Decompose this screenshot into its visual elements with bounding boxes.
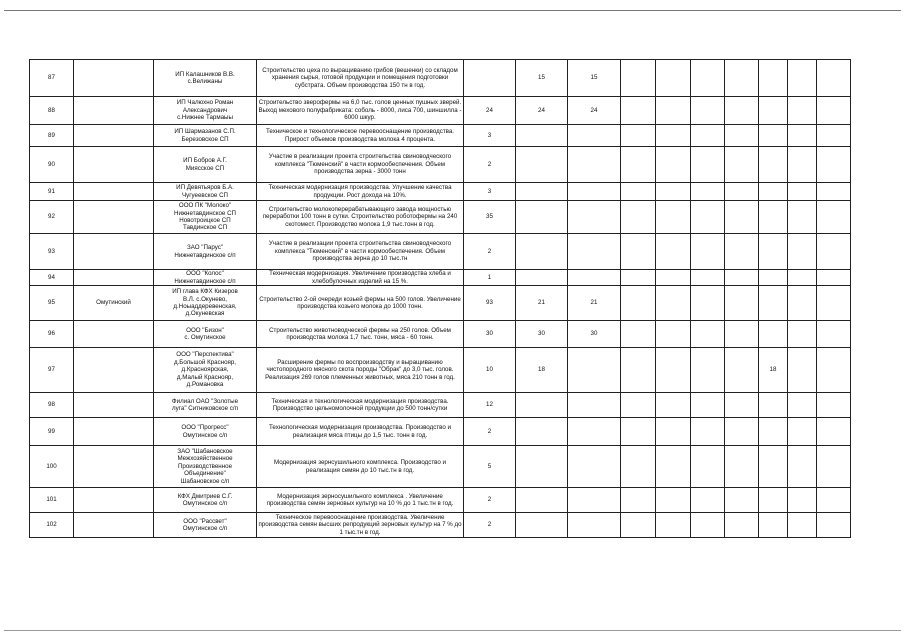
project-description-cell: Модернизация зернсушильного комплекса. Производство и реализация семян до 10 тыс.тн в год. [257, 446, 464, 488]
organization-cell: ИП Бобров А.Г. Миясское СП [154, 147, 257, 183]
value-cell [788, 446, 817, 488]
value-cell [817, 418, 851, 446]
value-cell [568, 147, 621, 183]
value-cell [568, 270, 621, 286]
value-cell [691, 183, 725, 201]
organization-cell: ИП Калашников В.В. с.Велижаны [154, 60, 257, 97]
value-cell [621, 393, 656, 418]
value-cell [817, 393, 851, 418]
project-description-cell: Строительство молокоперерабатывающего завода мощностью переработки 100 тонн в сутки. Строительство роботофермы на 240 скотомест. Производство молока 1,9 тыс.тонн в год. [257, 201, 464, 234]
row-number-cell: 90 [30, 147, 74, 183]
value-cell [817, 348, 851, 393]
organization-cell: КФХ Дмитриев С.Г. Омутинское с/п [154, 488, 257, 513]
value-cell [656, 488, 691, 513]
value-cell [817, 183, 851, 201]
bottom-rule [4, 630, 901, 631]
district-cell [74, 513, 154, 538]
value-cell [568, 201, 621, 234]
value-cell [759, 393, 788, 418]
value-cell [788, 348, 817, 393]
row-number-cell: 102 [30, 513, 74, 538]
project-description-cell: Техническая и технологическая модернизация производства. Производство цельномолочной продукции до 500 тонн/сутки [257, 393, 464, 418]
project-description-cell: Техническое перевооснащение производства. Увеличение производства семян высших репродукций зерновых культур на 7 % до 1 тыс.тн в год. [258, 513, 462, 536]
value-cell [656, 125, 691, 147]
value-cell: 24 [568, 97, 621, 125]
value-cell [656, 393, 691, 418]
value-cell: 24 [516, 97, 568, 125]
project-description-cell: Строительство животноводческой фермы на 250 голов. Объем производства молока 1,7 тыс. тонн, мяса - 60 тонн. [257, 321, 464, 348]
value-cell [621, 201, 656, 234]
value-cell [691, 321, 725, 348]
value-cell [656, 201, 691, 234]
value-cell [725, 286, 759, 321]
value-cell: 93 [464, 286, 516, 321]
table-row [30, 125, 851, 147]
district-cell: Омутинский [74, 286, 154, 321]
value-cell [788, 97, 817, 125]
organization-cell: ИП Шармазанов С.П. Березовское СП [154, 125, 257, 147]
value-cell [621, 147, 656, 183]
value-cell [788, 321, 817, 348]
organization-cell: ООО "Прогресс" Омутинское с/п [154, 418, 257, 446]
table-row [30, 321, 851, 348]
table-row [30, 183, 851, 201]
value-cell: 30 [516, 321, 568, 348]
value-cell [656, 147, 691, 183]
value-cell [621, 183, 656, 201]
value-cell: 2 [464, 234, 516, 270]
value-cell [691, 393, 725, 418]
district-cell [74, 147, 154, 183]
value-cell: 2 [464, 513, 516, 538]
value-cell [691, 488, 725, 513]
district-cell [74, 393, 154, 418]
value-cell: 2 [464, 418, 516, 446]
value-cell [568, 513, 621, 538]
value-cell [621, 125, 656, 147]
value-cell [759, 183, 788, 201]
row-number-cell: 95 [30, 286, 74, 321]
value-cell [691, 286, 725, 321]
row-number-cell: 93 [30, 234, 74, 270]
value-cell [759, 147, 788, 183]
value-cell [759, 60, 788, 97]
project-description-cell: Технологическая модернизация производства. Производство и реализация мяса птицы до 1,5 тыс. тонн в год. [257, 418, 464, 446]
district-cell [74, 125, 154, 147]
district-cell [74, 418, 154, 446]
value-cell [725, 513, 759, 538]
value-cell: 15 [516, 60, 568, 97]
value-cell [788, 393, 817, 418]
value-cell [516, 418, 568, 446]
value-cell [656, 60, 691, 97]
row-number-cell: 92 [30, 201, 74, 234]
investment-projects-table [29, 59, 851, 538]
value-cell [656, 446, 691, 488]
value-cell [691, 348, 725, 393]
value-cell [656, 321, 691, 348]
project-description-cell: Техническое и технологическое перевооснащение производства. Прирост объемов производства молока 4 процента. [257, 125, 464, 147]
district-cell [74, 97, 154, 125]
value-cell [725, 125, 759, 147]
value-cell [817, 513, 851, 538]
table-row [30, 60, 851, 97]
district-cell [74, 60, 154, 97]
value-cell [725, 348, 759, 393]
value-cell [621, 234, 656, 270]
organization-cell: ООО "Колос" Нижнетавдинское с/п [154, 270, 257, 286]
row-number-cell: 98 [30, 393, 74, 418]
value-cell [656, 418, 691, 446]
organization-cell: ЗАО "Шабановское Межхозяйственное Производственное Объединение" Шабановское с/п [154, 446, 257, 488]
value-cell [788, 418, 817, 446]
value-cell [516, 393, 568, 418]
organization-cell: Филиал ОАО "Золотые луга" Ситниковское с/п [154, 393, 257, 418]
value-cell: 21 [568, 286, 621, 321]
row-number-cell: 91 [30, 183, 74, 201]
value-cell: 10 [464, 348, 516, 393]
value-cell: 2 [464, 488, 516, 513]
value-cell [725, 270, 759, 286]
organization-cell: ИП Девятьяров Б.А. Чугуеевское СП [154, 183, 257, 201]
district-cell [74, 234, 154, 270]
organization-cell: ООО "Бизон" с. Омутинское [154, 321, 257, 348]
table-row [30, 513, 851, 538]
value-cell [725, 97, 759, 125]
value-cell [691, 60, 725, 97]
project-description-cell: Строительство 2-ой очереди козьей фермы на 500 голов. Увеличение производства козьего молока до 1000 тонн. [257, 286, 464, 321]
value-cell [691, 147, 725, 183]
table-row [30, 234, 851, 270]
value-cell [788, 147, 817, 183]
value-cell [568, 418, 621, 446]
value-cell [725, 488, 759, 513]
value-cell [621, 321, 656, 348]
value-cell [817, 201, 851, 234]
value-cell [817, 147, 851, 183]
value-cell [788, 183, 817, 201]
row-number-cell: 99 [30, 418, 74, 446]
value-cell [516, 201, 568, 234]
value-cell [759, 488, 788, 513]
value-cell [656, 513, 691, 538]
value-cell [817, 488, 851, 513]
value-cell [568, 183, 621, 201]
value-cell [621, 348, 656, 393]
value-cell [621, 488, 656, 513]
district-cell [74, 446, 154, 488]
value-cell [568, 393, 621, 418]
value-cell [788, 488, 817, 513]
value-cell [621, 513, 656, 538]
value-cell: 2 [464, 147, 516, 183]
value-cell [817, 321, 851, 348]
organization-cell: ИП Чалюхно Роман Александрович с.Нижнее Тармаыы [154, 97, 257, 125]
value-cell [817, 60, 851, 97]
project-description-cell: Техническая модернизация производства. Улучшение качества продукции. Рост дохода на 10%. [257, 183, 464, 201]
value-cell [817, 446, 851, 488]
table-row [30, 147, 851, 183]
row-number-cell: 88 [30, 97, 74, 125]
value-cell [788, 234, 817, 270]
value-cell [725, 147, 759, 183]
table-row [30, 418, 851, 446]
value-cell [725, 321, 759, 348]
row-number-cell: 89 [30, 125, 74, 147]
value-cell [759, 125, 788, 147]
project-description-cell: Участие в реализации проекта строительства свиноводческого комплекса "Тюменский" в части кормообеспечения. Объем производства зерна до 10 тыс.тн [257, 234, 464, 270]
table-row [30, 97, 851, 125]
value-cell [656, 97, 691, 125]
value-cell [516, 513, 568, 538]
table-row [30, 201, 851, 234]
value-cell [817, 97, 851, 125]
value-cell [788, 201, 817, 234]
value-cell [759, 513, 788, 538]
value-cell [759, 270, 788, 286]
value-cell [788, 270, 817, 286]
value-cell [568, 348, 621, 393]
value-cell: 24 [464, 97, 516, 125]
row-number-cell: 100 [30, 446, 74, 488]
value-cell: 30 [568, 321, 621, 348]
value-cell [788, 286, 817, 321]
project-description-cell: Техническая модернизация. Увеличение производства хлеба и хлебобулочных изделий на 15 %. [257, 270, 464, 286]
value-cell [691, 446, 725, 488]
value-cell [516, 147, 568, 183]
value-cell [568, 488, 621, 513]
value-cell [621, 286, 656, 321]
value-cell [759, 446, 788, 488]
value-cell: 3 [464, 125, 516, 147]
value-cell [691, 125, 725, 147]
value-cell: 35 [464, 201, 516, 234]
value-cell [725, 201, 759, 234]
value-cell [817, 234, 851, 270]
table-row [30, 348, 851, 393]
value-cell: 30 [464, 321, 516, 348]
value-cell: 5 [464, 446, 516, 488]
value-cell: 12 [464, 393, 516, 418]
value-cell [788, 60, 817, 97]
project-description-cell: Строительство цеха по выращиванию грибов (вешенки) со складом хранения сырья, готовой продукции и помещения подготовки субстрата. Объем производства 150 тн в год. [257, 60, 464, 97]
value-cell [691, 270, 725, 286]
value-cell [725, 234, 759, 270]
district-cell [74, 201, 154, 234]
value-cell [759, 97, 788, 125]
organization-cell: ООО ПК "Молоко" Нижнетавдинское СП Новотроицкое СП Тавдинское СП [154, 201, 257, 234]
value-cell: 1 [464, 270, 516, 286]
value-cell [759, 321, 788, 348]
row-number-cell: 101 [30, 488, 74, 513]
value-cell [656, 286, 691, 321]
row-number-cell: 94 [30, 270, 74, 286]
table-row [30, 286, 851, 321]
organization-cell: ИП глава КФХ Кизеров В.Л. с.Окунево, д.Ноыаддеревенская, д.Окуневская [154, 286, 257, 321]
value-cell [516, 183, 568, 201]
value-cell [656, 270, 691, 286]
value-cell [817, 125, 851, 147]
value-cell: 18 [516, 348, 568, 393]
value-cell [691, 234, 725, 270]
row-number-cell: 96 [30, 321, 74, 348]
value-cell [691, 201, 725, 234]
value-cell [656, 183, 691, 201]
value-cell [725, 60, 759, 97]
table-row [30, 446, 851, 488]
organization-cell: ООО "Рассвет" Омутинское с/п [154, 513, 257, 538]
value-cell [464, 60, 516, 97]
value-cell [621, 97, 656, 125]
row-number-cell: 97 [30, 348, 74, 393]
value-cell [568, 234, 621, 270]
table-row [30, 393, 851, 418]
value-cell: 21 [516, 286, 568, 321]
table-row [30, 488, 851, 513]
value-cell [621, 270, 656, 286]
value-cell [516, 125, 568, 147]
top-rule [4, 10, 901, 11]
district-cell [74, 183, 154, 201]
value-cell [621, 418, 656, 446]
value-cell [817, 286, 851, 321]
value-cell: 15 [568, 60, 621, 97]
value-cell [817, 270, 851, 286]
project-description-cell: Участие в реализации проекта строительства свиноводческого комплекса "Тюменский" в части кормообеспечения. Объем производства зерна - 3000 тонн [257, 147, 464, 183]
value-cell [725, 446, 759, 488]
value-cell: 3 [464, 183, 516, 201]
value-cell [788, 125, 817, 147]
district-cell [74, 348, 154, 393]
table-row [30, 270, 851, 286]
district-cell [74, 488, 154, 513]
row-number-cell: 87 [30, 60, 74, 97]
project-description-cell: Строительство зверофермы на 6,0 тыс. голов ценных пушных зверей. Выход мехового полуфабриката: соболь - 8000, лиса 700, шиншилла - 6000 шкур. [257, 97, 464, 125]
project-description-cell: Модернизация зерносушильного комплекса . Увеличение производства семян зерновых культур на 10 % до 1 тыс.тн в год. [257, 488, 464, 513]
value-cell [568, 125, 621, 147]
district-cell [74, 321, 154, 348]
value-cell [691, 418, 725, 446]
value-cell [516, 446, 568, 488]
value-cell [516, 488, 568, 513]
value-cell [725, 418, 759, 446]
value-cell [759, 234, 788, 270]
project-description-cell: Расширение фермы по воспроизводству и выращиванию чистопородного мясного скота породы "Обрак" до 3,0 тыс. голов. Реализация 269 голов племенных животных, мяса 210 тонн в год. [257, 348, 464, 393]
value-cell [516, 234, 568, 270]
organization-cell: ЗАО "Парус" Нижнетавдинское с/п [154, 234, 257, 270]
value-cell [621, 446, 656, 488]
value-cell [516, 270, 568, 286]
value-cell [759, 418, 788, 446]
value-cell [691, 97, 725, 125]
value-cell [691, 513, 725, 538]
value-cell [656, 234, 691, 270]
value-cell [759, 201, 788, 234]
value-cell [656, 348, 691, 393]
value-cell [759, 286, 788, 321]
value-cell [725, 393, 759, 418]
district-cell [74, 270, 154, 286]
value-cell [568, 446, 621, 488]
value-cell [725, 183, 759, 201]
organization-cell: ООО "Перспектива" д.Большой Краснояр, д.Красноярская, д.Малый Краснояр, д.Романовка [154, 348, 257, 393]
value-cell [621, 60, 656, 97]
value-cell: 18 [759, 348, 788, 393]
value-cell [788, 513, 817, 538]
